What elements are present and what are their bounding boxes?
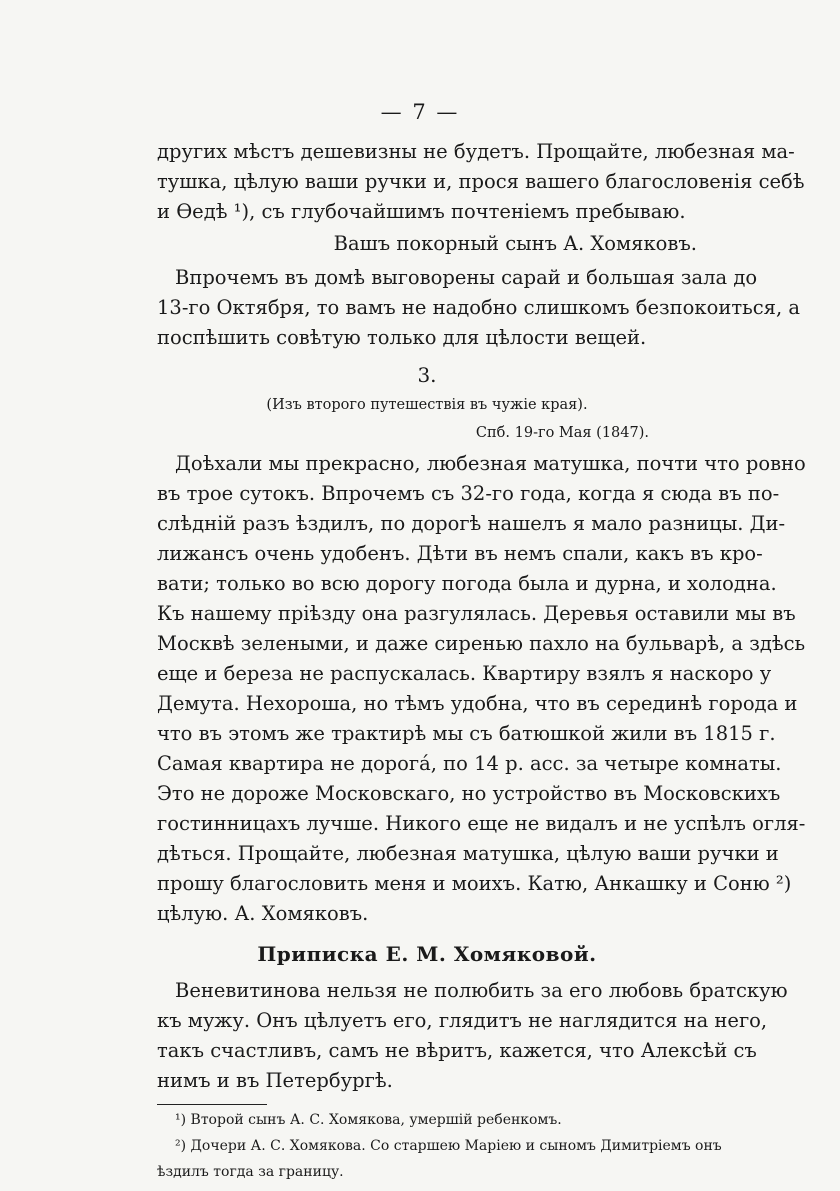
paragraph-line: такъ счастливъ, самъ не вѣритъ, кажется, что Алексѣй съ [157,1039,757,1062]
paragraph-line: Самая квартира не дорогá, по 14 р. асс. за четыре комнаты. [157,752,782,775]
page-number: — 7 — [380,100,460,124]
letter-subtitle: (Изъ второго путешествія въ чужіе края). [266,397,588,413]
paragraph-line: еще и береза не распускалась. Квартиру взялъ я наскоро у [157,662,772,685]
paragraph-line: Веневитинова нельзя не полюбить за его любовь братскую [175,979,788,1002]
paragraph-line: лижансъ очень удобенъ. Дѣти въ немъ спали, какъ въ кро- [157,542,763,565]
paragraph-line: гостинницахъ лучше. Никого еще не видалъ и не успѣлъ огля- [157,812,806,835]
paragraph-line: Демута. Нехороша, но тѣмъ удобна, что въ серединѣ города и [157,692,798,715]
paragraph-line: Къ нашему пріѣзду она разгулялась. Деревья оставили мы въ [157,602,796,625]
section-heading: Приписка Е. М. Хомяковой. [257,942,597,966]
paragraph-line: вати; только во всю дорогу погода была и дурна, и холодна. [157,572,777,595]
footnote: ¹) Второй сынъ А. С. Хомякова, умершій ребенкомъ. [175,1112,562,1128]
paragraph-line: Москвѣ зелеными, и даже сиренью пахло на бульварѣ, а здѣсь [157,632,806,655]
paragraph-line: тушка, цѣлую ваши ручки и, прося вашего благословенія себѣ [157,170,805,193]
letter-dateline: Спб. 19-го Мая (1847). [475,425,649,441]
postscript-line: Впрочемъ въ домѣ выговорены сарай и большая зала до [175,266,758,289]
paragraph-line: Это не дороже Московскаго, но устройство въ Московскихъ [157,782,781,805]
signature: Вашъ покорный сынъ А. Хомяковъ. [333,232,697,255]
paragraph-line: и Ѳедѣ ¹), съ глубочайшимъ почтеніемъ пребываю. [157,200,686,223]
letter-number: 3. [417,363,437,387]
paragraph-line: нимъ и въ Петербургѣ. [157,1069,393,1092]
postscript-line: 13-го Октября, то вамъ не надобно слишкомъ безпокоиться, а [157,296,800,319]
paragraph-line: цѣлую. А. Хомяковъ. [157,902,369,925]
postscript-line: поспѣшить совѣтую только для цѣлости вещей. [157,326,647,349]
paragraph-line: къ мужу. Онъ цѣлуетъ его, глядитъ не наглядится на него, [157,1009,768,1032]
footnote: ѣздилъ тогда за границу. [157,1164,344,1180]
paragraph-line: прошу благословить меня и моихъ. Катю, Анкашку и Соню ²) [157,872,792,895]
paragraph-line: въ трое сутокъ. Впрочемъ съ 32-го года, когда я сюда въ по- [157,482,780,505]
footnote: ²) Дочери А. С. Хомякова. Со старшею Маріею и сыномъ Димитріемъ онъ [175,1138,722,1154]
paragraph-line: что въ этомъ же трактирѣ мы съ батюшкой жили въ 1815 г. [157,722,776,745]
paragraph-line: других мѣстъ дешевизны не будетъ. Прощайте, любезная ма- [157,140,795,163]
paragraph-line: слѣдній разъ ѣздилъ, по дорогѣ нашелъ я мало разницы. Ди- [157,512,786,535]
paragraph-line: дѣться. Прощайте, любезная матушка, цѣлую ваши ручки и [157,842,779,865]
footnote-divider [157,1104,267,1105]
paragraph-line: Доѣхали мы прекрасно, любезная матушка, почти что ровно [175,452,806,475]
